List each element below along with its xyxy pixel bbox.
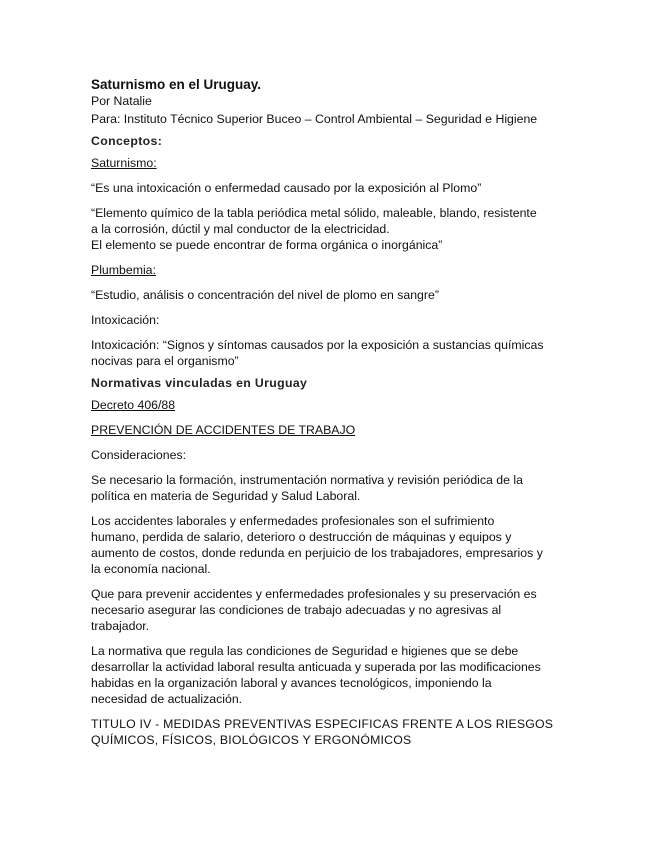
- paragraph-line: La normativa que regula las condiciones de Seguridad e higienes que se debe: [91, 644, 519, 658]
- paragraph-line: política en materia de Seguridad y Salud Laboral.: [91, 489, 361, 503]
- paragraph-line: El elemento se puede encontrar de forma orgánica o inorgánica”: [91, 238, 443, 252]
- term-plumbemia-label: Plumbemia:: [91, 263, 156, 277]
- paragraph-line: habidas en la organización laboral y avances tecnológicos, imponiendo la: [91, 676, 492, 690]
- paragraph-line: nocivas para el organismo”: [91, 354, 239, 368]
- consideraciones-label: Consideraciones:: [91, 448, 187, 462]
- prevencion-label: PREVENCIÓN DE ACCIDENTES DE TRABAJO: [91, 423, 356, 437]
- paragraph-line: QUÍMICOS, FÍSICOS, BIOLÓGICOS Y ERGONÓMICOS: [91, 733, 412, 747]
- paragraph-normativa: [91, 643, 569, 707]
- paragraph-line: Se necesario la formación, instrumentación normativa y revisión periódica de la: [91, 473, 523, 487]
- paragraph-line: TITULO IV - MEDIDAS PREVENTIVAS ESPECIFICAS FRENTE A LOS RIESGOS: [91, 717, 554, 731]
- section-heading-normativas: Normativas vinculadas en Uruguay: [91, 376, 308, 390]
- prevencion-heading: [91, 422, 569, 438]
- paragraph-line: desarrollar la actividad laboral resulta anticuada y superada por las modificaciones: [91, 660, 541, 674]
- paragraph-line: a la corrosión, dúctil y mal conductor de la electricidad.: [91, 222, 390, 236]
- section-heading-conceptos: Conceptos:: [91, 134, 163, 148]
- paragraph-line: humano, perdida de salario, deterioro o destrucción de máquinas y equipos y: [91, 530, 512, 544]
- paragraph-line: Intoxicación: “Signos y síntomas causados por la exposición a sustancias químicas: [91, 338, 544, 352]
- term-intoxicacion: Intoxicación:: [91, 313, 160, 327]
- definition-saturnismo: “Es una intoxicación o enfermedad causado por la exposición al Plomo”: [91, 181, 482, 195]
- document-author: Por Natalie: [91, 94, 152, 108]
- paragraph-formacion: [91, 472, 569, 504]
- paragraph-line: “Elemento químico de la tabla periódica metal sólido, maleable, blando, resistente: [91, 206, 537, 220]
- term-saturnismo: [91, 155, 569, 171]
- paragraph-prevenir: [91, 586, 569, 634]
- definition-plumbemia: “Estudio, análisis o concentración del nivel de plomo en sangre”: [91, 288, 439, 302]
- paragraph-elemento: [91, 205, 569, 253]
- paragraph-line: necesario asegurar las condiciones de trabajo adecuadas y no agresivas al: [91, 603, 502, 617]
- document-recipient: Para: Instituto Técnico Superior Buceo – Control Ambiental – Seguridad e Higiene: [91, 112, 538, 126]
- paragraph-line: necesidad de actualización.: [91, 692, 243, 706]
- paragraph-line: Los accidentes laborales y enfermedades profesionales son el sufrimiento: [91, 514, 495, 528]
- document-page: [91, 77, 569, 748]
- decreto-label: Decreto 406/88: [91, 398, 176, 412]
- paragraph-line: aumento de costos, donde redunda en perjuicio de los trabajadores, empresarios y: [91, 546, 543, 560]
- definition-intoxicacion: [91, 337, 569, 369]
- paragraph-accidentes: [91, 513, 569, 577]
- term-plumbemia: [91, 262, 569, 278]
- paragraph-line: la economía nacional.: [91, 562, 211, 576]
- paragraph-line: trabajador.: [91, 619, 150, 633]
- paragraph-line: Que para prevenir accidentes y enfermedades profesionales y su preservación es: [91, 587, 537, 601]
- titulo-iv-heading: [91, 716, 569, 748]
- decreto-reference: [91, 397, 569, 413]
- document-title: Saturnismo en el Uruguay.: [91, 77, 262, 92]
- term-saturnismo-label: Saturnismo:: [91, 156, 157, 170]
